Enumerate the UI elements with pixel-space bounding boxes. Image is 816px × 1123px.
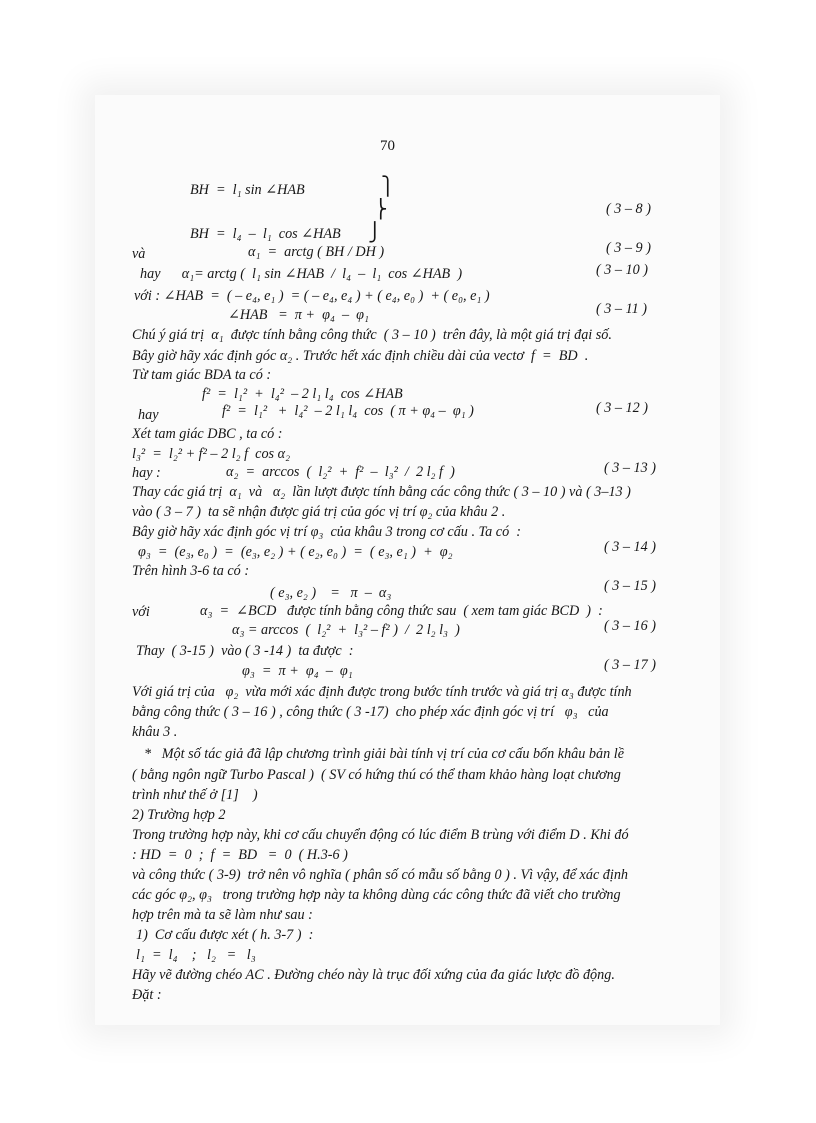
text-case-2-4: các góc φ₂, φ₃ trong trường hợp này ta không dùng các công thức đã viết cho trường <box>132 887 621 903</box>
formula-f-squared-phi: f² = l₁² + l₄² – 2 l₁ l₄ cos ( π + φ₄ – φ₁ ) <box>222 403 474 419</box>
text-note-alpha1: Chú ý giá trị α₁ được tính bằng công thức ( 3 – 10 ) trên đây, là một giá trị đại số. <box>132 327 612 343</box>
formula-e3-e2: ( e₃, e₂ ) = π – α₃ <box>270 585 392 601</box>
formula-bh-sin: BH = l₁ sin ∠HAB <box>190 182 305 198</box>
text-note-authors-2: ( bằng ngôn ngữ Turbo Pascal ) ( SV có hứng thú có thể tham khảo hàng loạt chương <box>132 767 621 783</box>
eq-number-3-16: ( 3 – 16 ) <box>604 618 657 634</box>
text-case-2-5: hợp trên mà ta sẽ làm như sau : <box>132 907 313 923</box>
word-voi: với <box>132 604 150 620</box>
eq-number-3-13: ( 3 – 13 ) <box>604 460 657 476</box>
page-number: 70 <box>380 138 395 154</box>
formula-hab-vectors: với : ∠HAB = ( – e₄, e₁ ) = ( – e₄, e₄ ) + ( e₄, e₀ ) + ( e₀, e₁ ) <box>134 288 490 304</box>
text-note-authors-3: trình như thế ở [1] ) <box>132 787 258 803</box>
text-determine-phi3: Bây giờ hãy xác định góc vị trí φ₃ của khâu 3 trong cơ cấu . Ta có : <box>132 524 521 540</box>
text-substitute-3-15: Thay ( 3-15 ) vào ( 3 -14 ) ta được : <box>136 643 354 659</box>
formula-alpha3-arccos: α₃ = arccos ( l₂² + l₃² – f² ) / 2 l₂ l₃ ) <box>232 622 460 638</box>
brace-bottom: ⎭ <box>368 222 382 242</box>
formula-l3-squared: l₃² = l₂² + f² – 2 l₂ f cos α₂ <box>132 446 291 462</box>
text-case-2-2: : HD = 0 ; f = BD = 0 ( H.3-6 ) <box>132 847 348 863</box>
word-hay-2: hay : <box>132 465 161 481</box>
text-diagonal-ac: Hãy vẽ đường chéo AC . Đường chéo này là trục đối xứng của đa giác lược đồ động. <box>132 967 615 983</box>
brace-top: ⎫ <box>381 176 395 196</box>
text-mechanism-h3-7: 1) Cơ cấu được xét ( h. 3-7 ) : <box>136 927 314 943</box>
heading-case-2: 2) Trường hợp 2 <box>132 807 226 823</box>
text-case-2-1: Trong trường hợp này, khi cơ cấu chuyển động có lúc điểm B trùng với điểm D . Khi đó <box>132 827 629 843</box>
formula-alpha1-arctg: α₁ = arctg ( BH / DH ) <box>248 244 385 260</box>
formula-phi3-vectors: φ₃ = (e₃, e₀ ) = (e₃, e₂ ) + ( e₂, e₀ ) = ( e₃, e₁ ) + φ₂ <box>138 544 453 560</box>
word-hay-1: hay <box>138 407 159 423</box>
text-into-3-7: vào ( 3 – 7 ) ta sẽ nhận được giá trị của góc vị trí φ₂ của khâu 2 . <box>132 504 506 520</box>
text-substitute-alphas: Thay các giá trị α₁ và α₂ lần lượt được tính bằng các công thức ( 3 – 10 ) và ( 3–13 ) <box>132 484 631 500</box>
eq-number-3-15: ( 3 – 15 ) <box>604 578 657 594</box>
text-note-authors-1: * Một số tác giả đã lập chương trình giải bài tính vị trí của cơ cấu bốn khâu bản lề <box>144 746 624 762</box>
word-va: và <box>132 246 146 262</box>
text-triangle-bda: Từ tam giác BDA ta có : <box>132 367 272 383</box>
formula-phi3-result: φ₃ = π + φ₄ – φ₁ <box>242 663 353 679</box>
text-determine-alpha2: Bây giờ hãy xác định góc α₂ . Trước hết xác định chiều dài của vectơ f = BD . <box>132 348 589 364</box>
text-para-phi2-2: bằng công thức ( 3 – 16 ) , công thức ( 3 -17) cho phép xác định góc vị trí φ₃ của <box>132 704 609 720</box>
eq-number-3-8: ( 3 – 8 ) <box>606 201 651 217</box>
eq-number-3-10: ( 3 – 10 ) <box>596 262 649 278</box>
eq-number-3-17: ( 3 – 17 ) <box>604 657 657 673</box>
formula-bh-cos: BH = l₄ – l₁ cos ∠HAB <box>190 226 341 242</box>
text-para-phi2-1: Với giá trị của φ₂ vừa mới xác định được trong bước tính trước và giá trị α₃ được tính <box>132 684 632 700</box>
formula-l1-l4-l2-l3: l₁ = l₄ ; l₂ = l₃ <box>136 947 256 963</box>
eq-number-3-9: ( 3 – 9 ) <box>606 240 651 256</box>
formula-alpha2-arccos: α₂ = arccos ( l₂² + f² – l₃² / 2 l₂ f ) <box>226 464 455 480</box>
text-triangle-dbc: Xét tam giác DBC , ta có : <box>132 426 283 442</box>
text-dat: Đặt : <box>132 987 162 1003</box>
text-figure-3-6: Trên hình 3-6 ta có : <box>132 563 250 579</box>
formula-alpha3-bcd: α₃ = ∠BCD được tính bằng công thức sau ( xem tam giác BCD ) : <box>200 603 603 619</box>
brace-middle: ⎬ <box>374 199 388 219</box>
formula-alpha1-expanded: hay α₁= arctg ( l₁ sin ∠HAB / l₄ – l₁ cos ∠HAB ) <box>140 266 463 282</box>
eq-number-3-12: ( 3 – 12 ) <box>596 400 649 416</box>
formula-hab-angles: ∠HAB = π + φ₄ – φ₁ <box>228 307 369 323</box>
text-case-2-3: và công thức ( 3-9) trở nên vô nghĩa ( phân số có mẫu số bằng 0 ) . Vì vậy, để xác định <box>132 867 629 883</box>
text-para-phi2-3: khâu 3 . <box>132 724 178 740</box>
eq-number-3-14: ( 3 – 14 ) <box>604 539 657 555</box>
eq-number-3-11: ( 3 – 11 ) <box>596 301 647 317</box>
formula-f-squared: f² = l₁² + l₄² – 2 l₁ l₄ cos ∠HAB <box>202 386 403 402</box>
